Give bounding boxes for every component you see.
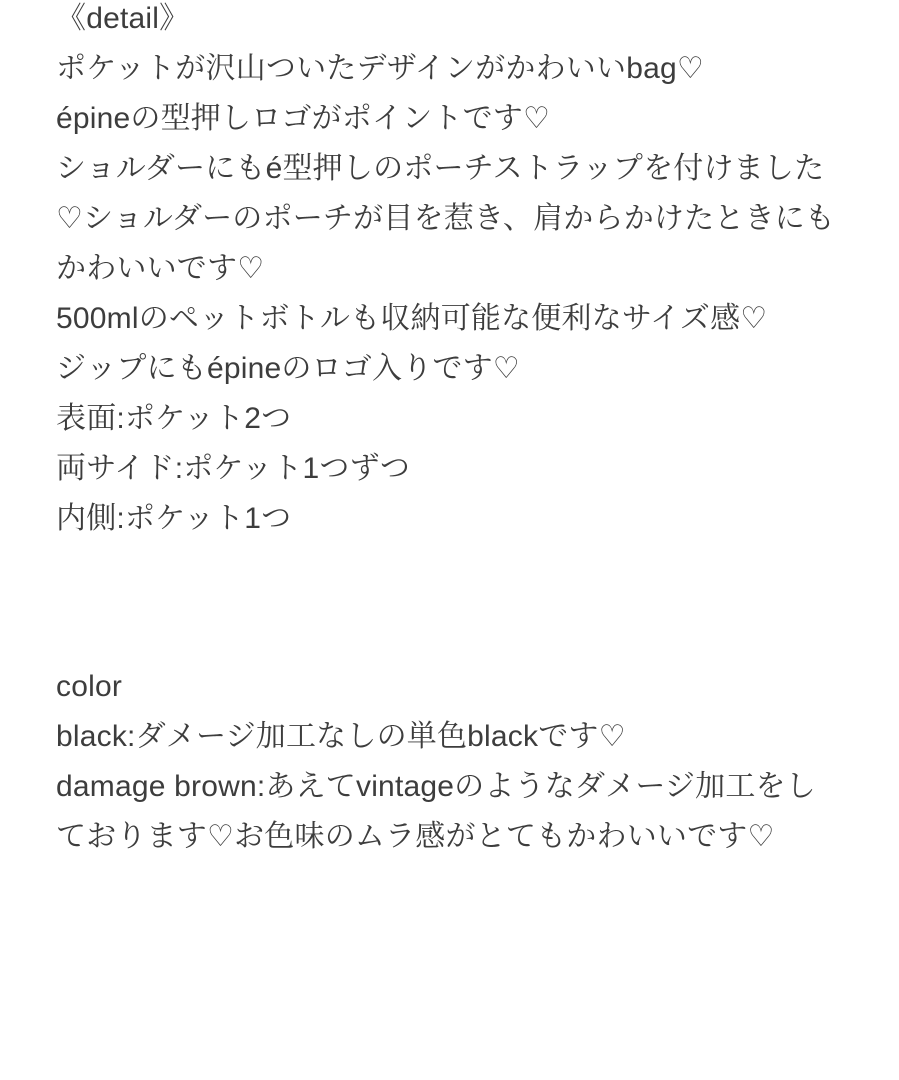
detail-section <box>56 0 843 544</box>
color-line: damage brown:あえてvintageのようなダメージ加工をしております♡お色味のムラ感がとてもかわいいです♡ <box>56 770 816 853</box>
color-line: black:ダメージ加工なしの単色blackです♡ <box>56 720 626 753</box>
detail-line: 500mlのペットボトルも収納可能な便利なサイズ感♡ <box>56 302 768 335</box>
detail-line: ジップにもépineのロゴ入りです♡ <box>56 352 520 385</box>
section-spacer <box>56 544 843 662</box>
detail-line: ショルダーにもé型押しのポーチストラップを付けました♡ショルダーのポーチが目を惹き、肩からかけたときにもかわいいです♡ <box>56 152 836 285</box>
detail-line: épineの型押しロゴがポイントです♡ <box>56 102 551 135</box>
color-section <box>56 662 843 862</box>
detail-line: 両サイド:ポケット1つずつ <box>56 452 411 485</box>
detail-line: 内側:ポケット1つ <box>56 502 292 535</box>
detail-line: ポケットが沢山ついたデザインがかわいいbag♡ <box>56 52 704 85</box>
detail-heading: 《detail》 <box>56 2 190 35</box>
color-heading: color <box>56 670 123 703</box>
detail-line: 表面:ポケット2つ <box>56 402 292 435</box>
